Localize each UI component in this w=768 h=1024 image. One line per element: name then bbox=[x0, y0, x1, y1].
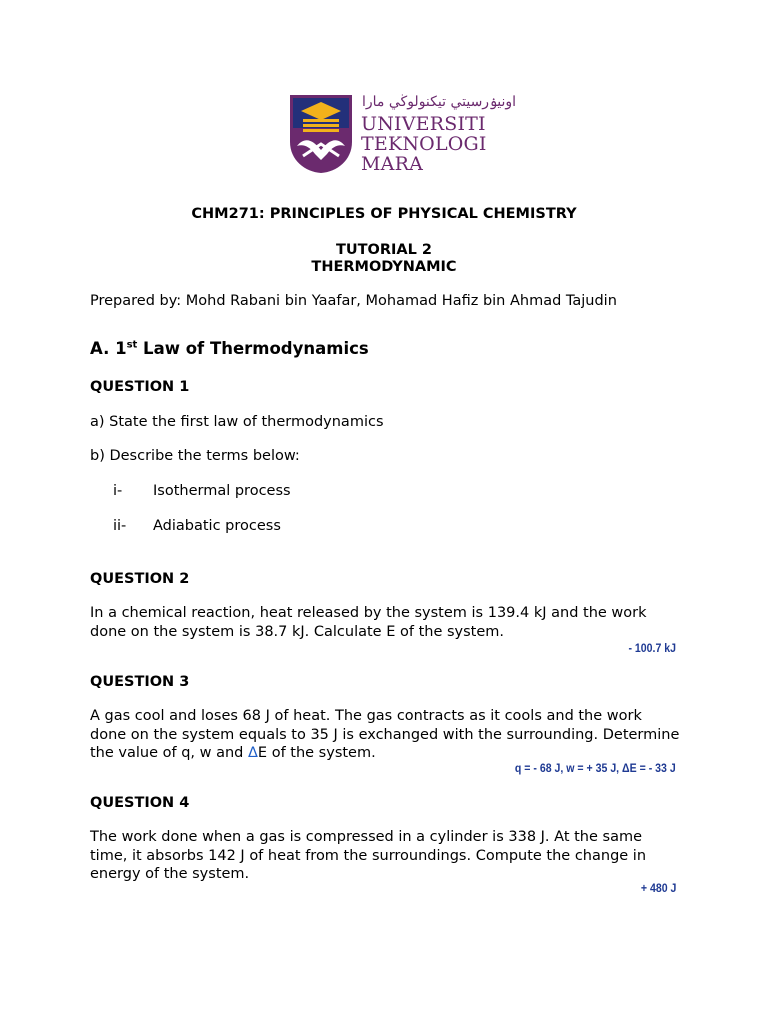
list-item-text: Adiabatic process bbox=[153, 518, 281, 534]
logo-line-teknologi: TEKNOLOGI bbox=[361, 133, 487, 155]
question-1-part-a: a) State the first law of thermodynamics bbox=[90, 414, 384, 430]
logo-line-universiti: UNIVERSITI bbox=[361, 113, 486, 135]
logo-jawi-text: اونيۏرسيتي تيكنولوڬي مارا bbox=[362, 94, 517, 110]
section-a-sup: st bbox=[126, 339, 138, 351]
course-title: CHM271: PRINCIPLES OF PHYSICAL CHEMISTRY bbox=[191, 206, 577, 222]
question-2-text: In a chemical reaction, heat released by the system is 139.4 kJ and the work done on the system is 38.7 kJ. Calculate E of the system. bbox=[90, 605, 647, 640]
list-item-number: i- bbox=[113, 483, 123, 499]
question-3-text-after: E of the system. bbox=[257, 745, 376, 761]
question-4-text: The work done when a gas is compressed in a cylinder is 338 J. At the same time, it absorbs 142 J of heat from the surroundings. Compute the change in energy of the system. bbox=[90, 829, 647, 882]
section-a-prefix: A. 1 bbox=[90, 339, 127, 358]
question-2-answer: - 100.7 kJ bbox=[628, 641, 676, 655]
question-4-heading: QUESTION 4 bbox=[90, 795, 190, 811]
uitm-logo bbox=[289, 94, 517, 175]
prepared-by: Prepared by: Mohd Rabani bin Yaafar, Mohamad Hafiz bin Ahmad Tajudin bbox=[90, 293, 617, 309]
tutorial-topic: THERMODYNAMIC bbox=[311, 259, 457, 275]
question-1-heading: QUESTION 1 bbox=[90, 379, 190, 395]
logo-line-mara: MARA bbox=[361, 153, 424, 175]
list-item-text: Isothermal process bbox=[153, 483, 291, 499]
question-2-heading: QUESTION 2 bbox=[90, 571, 190, 587]
question-3-answer: q = - 68 J, w = + 35 J, ΔE = - 33 J bbox=[515, 761, 676, 775]
uitm-crest-icon bbox=[289, 94, 353, 174]
question-1-part-b: b) Describe the terms below: bbox=[90, 448, 300, 464]
delta-symbol: Δ bbox=[248, 745, 258, 761]
list-item-number: ii- bbox=[113, 518, 127, 534]
section-a-rest: Law of Thermodynamics bbox=[137, 339, 369, 358]
question-3-text-before: A gas cool and loses 68 J of heat. The gas contracts as it cools and the work done on the system equals to 35 J is exchanged with the surrounding. Determine the value of q, w and bbox=[90, 708, 680, 761]
question-3-text bbox=[90, 707, 680, 763]
question-4-answer: + 480 J bbox=[640, 881, 676, 895]
section-a-heading bbox=[90, 340, 369, 358]
question-3-heading: QUESTION 3 bbox=[90, 674, 190, 690]
tutorial-number: TUTORIAL 2 bbox=[335, 242, 433, 258]
